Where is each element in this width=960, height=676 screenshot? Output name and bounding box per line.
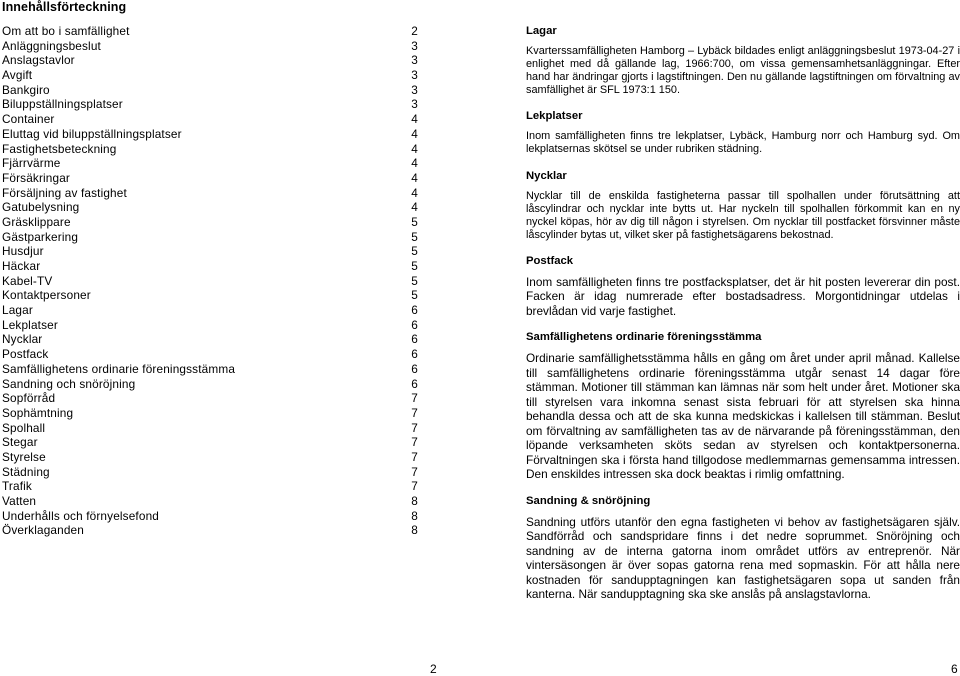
toc-entry [2, 332, 418, 347]
toc-entry-label: Spolhall [2, 420, 46, 435]
section-body: Ordinarie samfällighetsstämma hålls en gång om året under april månad. Kallelse till samfällighetens ordinarie föreningsstämma utgår senast 14 dagar före stämman. Motioner till stämman kan lämnas när som helt under året. Motioner ska till styrelsen vara inkomna senast sista februari för att styrelsen ska hinna behandla dessa och att de ska kunna medskickas i kallelsen till stämman. Beslut om förvaltning av samfälligheten tas av de närvarande på föreningsstämman, den löpande verksamheten sköts sedan av styrelsen och kontaktpersonerna. Förvaltningen ska i första hand tillgodose medlemmarnas gemensamma intressen. Den enskildes intressen ska dock beaktas i rimlig omfattning. [526, 351, 960, 482]
toc-entry-label: Överklaganden [2, 523, 84, 538]
toc-entry-page: 4 [411, 170, 418, 185]
section-body: Kvarterssamfälligheten Hamborg – Lybäck bildades enligt anläggningsbeslut 1973-04-27 i enlighet med då gällande lag, 1966:700, om vissa gemensamhetsanläggningar. Efter hand har ändringar gjorts i lagstiftningen. Den nu gällande lagstiftningen om förvaltning av samfällighet är SFL 1973:1 150. [526, 45, 960, 97]
toc-entry [2, 303, 418, 318]
toc-entry-label: Sophämtning [2, 405, 74, 420]
toc-entry-label: Anläggningsbeslut [2, 38, 101, 53]
toc-entry-page: 5 [411, 214, 418, 229]
toc-entry-page: 7 [411, 435, 418, 450]
toc-entry [2, 215, 418, 230]
section-body: Sandning utförs utanför den egna fastigheten vi behov av fastighetsägaren själv. Sandförråd och sandspridare finns i det nedre soprummet. Snöröjning och sandning av de interna gatorna inom området utförs av entreprenör. När vintersäsongen är över sopas gatorna rena med sopmaskin. För att hålla nere kostnaden för sandupptagningen kan fastighetsägaren sopa ut sanden från kanterna. När sandupptagning ska ske anslås på anslagstavlorna. [526, 514, 960, 602]
section-heading: Lagar [526, 25, 557, 37]
toc-entry [2, 450, 418, 465]
toc-entry-page: 6 [411, 347, 418, 362]
toc-entry-label: Försäljning av fastighet [2, 185, 127, 200]
toc-entry-label: Sopförråd [2, 391, 56, 406]
toc-entry [2, 435, 418, 450]
toc-entry-page: 6 [411, 332, 418, 347]
section-heading: Lekplatser [526, 110, 583, 123]
toc-entry-label: Trafik [2, 479, 32, 494]
toc-entry [2, 259, 418, 274]
toc-entry-page: 3 [411, 53, 418, 68]
toc-entry [2, 186, 418, 201]
toc-entry-label: Kontaktpersoner [2, 288, 91, 303]
table-of-contents [2, 24, 418, 538]
toc-entry-page: 7 [411, 479, 418, 494]
section-postfack [526, 254, 960, 319]
section-lekplatser [526, 109, 960, 156]
toc-entry [2, 362, 418, 377]
toc-entry-page: 6 [411, 376, 418, 391]
toc-entry-page: 4 [411, 126, 418, 141]
toc-entry-page: 3 [411, 97, 418, 112]
toc-entry-page: 7 [411, 391, 418, 406]
toc-entry-label: Gräsklippare [2, 214, 71, 229]
toc-entry-label: Eluttag vid biluppställningsplatser [2, 126, 182, 141]
toc-entry-label: Sandning och snöröjning [2, 376, 136, 391]
toc-entry-label: Städning [2, 464, 50, 479]
toc-entry-page: 4 [411, 156, 418, 171]
section-heading: Sandning & snöröjning [526, 494, 651, 507]
toc-entry-page: 7 [411, 464, 418, 479]
toc-entry [2, 39, 418, 54]
page-number-left: 2 [430, 662, 437, 676]
toc-entry-page: 6 [411, 317, 418, 332]
section-heading: Postfack [526, 254, 574, 267]
toc-entry-page: 3 [411, 82, 418, 97]
toc-entry-label: Häckar [2, 259, 41, 273]
toc-entry-label: Nycklar [2, 332, 43, 347]
toc-entry-label: Avgift [2, 68, 33, 83]
toc-entry-page: 5 [411, 259, 418, 273]
toc-entry-label: Kabel-TV [2, 273, 53, 288]
toc-title: Innehållsförteckning [2, 0, 127, 14]
toc-entry-page: 8 [411, 508, 418, 523]
toc-entry [2, 347, 418, 362]
toc-entry [2, 274, 418, 289]
toc-entry [2, 523, 418, 538]
toc-entry-page: 4 [411, 141, 418, 156]
section-body: Inom samfälligheten finns tre postfacksplatser, det är hit posten levererar din post. Facken är idag numrerade efter bostadsadress. Morgontidningar utdelas i brevlådan vid varje fastighet. [526, 274, 960, 318]
toc-entry-label: Container [2, 112, 55, 127]
toc-entry-label: Bankgiro [2, 82, 50, 97]
toc-entry-page: 5 [411, 273, 418, 288]
toc-entry-label: Samfällighetens ordinarie föreningsstämma [2, 361, 236, 376]
toc-entry-page: 2 [411, 24, 418, 38]
toc-entry [2, 142, 418, 157]
toc-entry-label: Anslagstavlor [2, 53, 75, 68]
toc-entry [2, 465, 418, 480]
toc-entry-label: Gästparkering [2, 229, 79, 244]
toc-entry-label: Husdjur [2, 244, 44, 259]
toc-entry [2, 318, 418, 333]
section-nycklar [526, 169, 960, 242]
toc-entry-label: Försäkringar [2, 170, 71, 185]
toc-entry-page: 5 [411, 288, 418, 303]
section-body: Nycklar till de enskilda fastigheterna passar till spolhallen under förutsättning att låscylindrar och nycklar inte bytts ut. Har nyckeln till spolhallen förkommit kan en ny nyckel köpas, hör av dig till någon i styrelsen. Om nycklar till postfacket försvinner måste låscylinder bytas ut, vilket sker på fastighetsägarens bekostnad. [526, 189, 960, 241]
toc-entry-page: 6 [411, 361, 418, 376]
toc-entry [2, 156, 418, 171]
toc-entry [2, 494, 418, 509]
toc-entry [2, 112, 418, 127]
toc-entry-page: 4 [411, 185, 418, 200]
toc-entry-label: Lekplatser [2, 317, 58, 332]
section-foreningsstamma [526, 330, 960, 482]
toc-entry-label: Postfack [2, 347, 49, 362]
toc-entry-page: 5 [411, 244, 418, 259]
content-column [526, 24, 960, 614]
toc-entry-label: Vatten [2, 494, 37, 508]
toc-entry-label: Lagar [2, 303, 33, 318]
toc-entry [2, 406, 418, 421]
toc-entry [2, 97, 418, 112]
toc-entry-page: 8 [411, 494, 418, 508]
toc-entry-page: 7 [411, 405, 418, 420]
toc-entry [2, 244, 418, 259]
toc-entry-page: 5 [411, 229, 418, 244]
toc-entry-page: 8 [411, 523, 418, 538]
toc-entry [2, 421, 418, 436]
toc-entry-page: 3 [411, 68, 418, 83]
toc-entry [2, 200, 418, 215]
toc-entry [2, 53, 418, 68]
toc-entry-page: 6 [411, 303, 418, 318]
toc-entry [2, 230, 418, 245]
toc-entry-page: 4 [411, 200, 418, 215]
section-heading: Samfällighetens ordinarie föreningsstämma [526, 331, 762, 344]
toc-entry-label: Underhålls och förnyelsefond [2, 508, 159, 523]
section-sandning [526, 494, 960, 602]
toc-entry [2, 127, 418, 142]
toc-entry-label: Fjärrvärme [2, 156, 61, 171]
toc-entry [2, 83, 418, 98]
toc-entry-label: Biluppställningsplatser [2, 97, 123, 112]
toc-entry [2, 391, 418, 406]
toc-entry [2, 68, 418, 83]
section-body: Inom samfälligheten finns tre lekplatser, Lybäck, Hamburg norr och Hamburg syd. Om lekplatsernas skötsel se under rubriken städning. [526, 130, 960, 156]
toc-entry-page: 7 [411, 420, 418, 435]
toc-entry [2, 24, 418, 39]
toc-entry [2, 171, 418, 186]
toc-entry [2, 288, 418, 303]
toc-entry [2, 479, 418, 494]
page-number-right: 6 [951, 662, 958, 676]
toc-entry-label: Stegar [2, 435, 38, 450]
toc-entry-label: Om att bo i samfällighet [2, 24, 130, 38]
toc-entry-label: Fastighetsbeteckning [2, 141, 117, 156]
toc-entry-label: Gatubelysning [2, 200, 80, 215]
section-lagar [526, 24, 960, 97]
toc-entry [2, 509, 418, 524]
section-heading: Nycklar [526, 169, 567, 182]
toc-entry-label: Styrelse [2, 449, 46, 464]
toc-entry-page: 7 [411, 449, 418, 464]
toc-entry [2, 377, 418, 392]
toc-entry-page: 3 [411, 38, 418, 53]
toc-entry-page: 4 [411, 112, 418, 127]
